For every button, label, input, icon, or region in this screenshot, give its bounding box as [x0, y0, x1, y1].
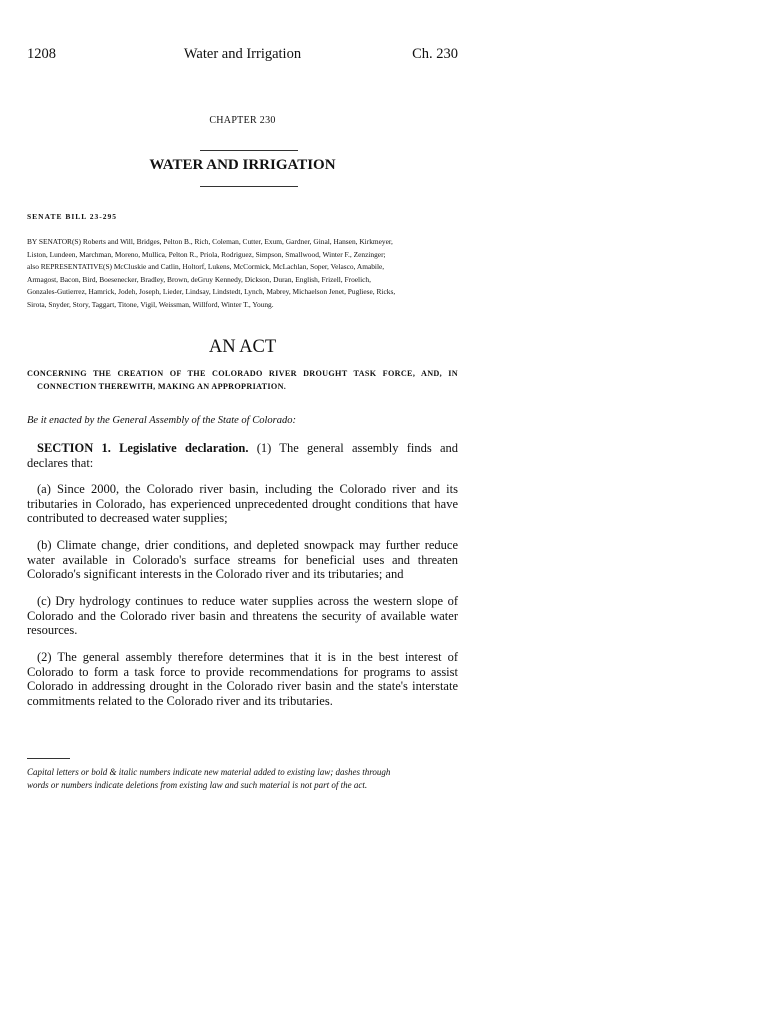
paragraph-line: Colorado in addressing drought in the Colorado river basin and the state's interstate [27, 679, 458, 694]
chapter-reference: Ch. 230 [412, 46, 458, 62]
section-heading: SECTION 1. Legislative declaration. [37, 441, 249, 455]
page-number: 1208 [27, 46, 56, 62]
paragraph-line: (b) Climate change, drier conditions, and depleted snowpack may further reduce [37, 538, 458, 552]
running-header [27, 46, 458, 64]
paragraph-line: resources. [27, 623, 78, 638]
section-1-intro-line: declares that: [27, 455, 94, 470]
section-1-intro [27, 441, 458, 470]
paragraph-line: water available in Colorado's surface streams for beneficial uses and threaten [27, 552, 458, 567]
footnote-rule [27, 758, 70, 759]
paragraph-c [27, 594, 458, 638]
footnote-line: words or numbers indicate deletions from existing law and such material is not part of the act. [27, 779, 368, 790]
paragraph-line: (a) Since 2000, the Colorado river basin, including the Colorado river and its [37, 482, 458, 496]
section-1-intro-line [27, 441, 458, 456]
concerning-line-1: CONCERNING THE CREATION OF THE COLORADO RIVER DROUGHT TASK FORCE, AND, IN [27, 369, 458, 378]
title-rule-bottom [200, 186, 298, 187]
section-intro-text: (1) The general assembly finds and [256, 441, 459, 455]
chapter-label: CHAPTER 230 [209, 115, 276, 126]
sponsor-list [27, 236, 458, 312]
paragraph-a [27, 482, 458, 526]
sponsor-line: also REPRESENTATIVE(S) McCluskie and Catlin, Holtorf, Lukens, McCormick, McLachlan, Soper, Velasco, Amabile, [27, 262, 385, 272]
paragraph-line: commitments related to the Colorado river and its tributaries. [27, 694, 333, 709]
paragraph-line: Colorado and the Colorado river basin and threatens the security of available water [27, 608, 458, 623]
paragraph-b [27, 538, 458, 582]
enacting-clause: Be it enacted by the General Assembly of the State of Colorado: [27, 415, 296, 426]
concerning-line-2: CONNECTION THEREWITH, MAKING AN APPROPRIATION. [37, 381, 287, 391]
paragraph-line: contributed to decreased water supplies; [27, 511, 228, 526]
sponsor-line: BY SENATOR(S) Roberts and Will, Bridges, Pelton B., Rich, Coleman, Cutter, Exum, Gardner, Ginal, Hansen, Kirkmeyer, [27, 237, 393, 246]
bill-number: SENATE BILL 23-295 [27, 212, 117, 221]
concerning-clause [27, 368, 458, 393]
footnote-line: Capital letters or bold & italic numbers indicate new material added to existing law; dashes through [27, 767, 391, 777]
act-heading: AN ACT [208, 337, 277, 357]
title-rule-top [200, 150, 298, 151]
paragraph-line: Colorado's significant interests in the Colorado river and its tributaries; and [27, 567, 404, 582]
paragraph-line: (2) The general assembly therefore determines that it is in the best interest of [37, 650, 458, 664]
running-title: Water and Irrigation [183, 46, 302, 62]
paragraph-2 [27, 650, 458, 709]
sponsor-line: Armagost, Bacon, Bird, Boesenecker, Bradley, Brown, deGruy Kennedy, Dickson, Duran, English, Frizell, Froelich, [27, 274, 371, 284]
paragraph-line: Colorado to form a task force to provide recommendations for programs to assist [27, 664, 458, 679]
chapter-title: WATER AND IRRIGATION [149, 157, 336, 173]
sponsor-line: Sirota, Snyder, Story, Taggart, Titone, Vigil, Weissman, Willford, Winter T., Young. [27, 299, 274, 309]
paragraph-line: (c) Dry hydrology continues to reduce water supplies across the western slope of [37, 594, 458, 608]
footnote [27, 766, 458, 791]
sponsor-line: Gonzales-Gutierrez, Hamrick, Jodeh, Joseph, Lieder, Lindsay, Lindstedt, Lynch, Mabrey, Michaelson Jenet, Pugliese, Ricks, [27, 287, 396, 297]
paragraph-line: tributaries in Colorado, has experienced unprecedented drought conditions that have [27, 496, 458, 511]
sponsor-line: Liston, Lundeen, Marchman, Moreno, Mullica, Pelton R., Priola, Rodriguez, Simpson, Smallwood, Winter F., Zenzinger; [27, 249, 386, 259]
